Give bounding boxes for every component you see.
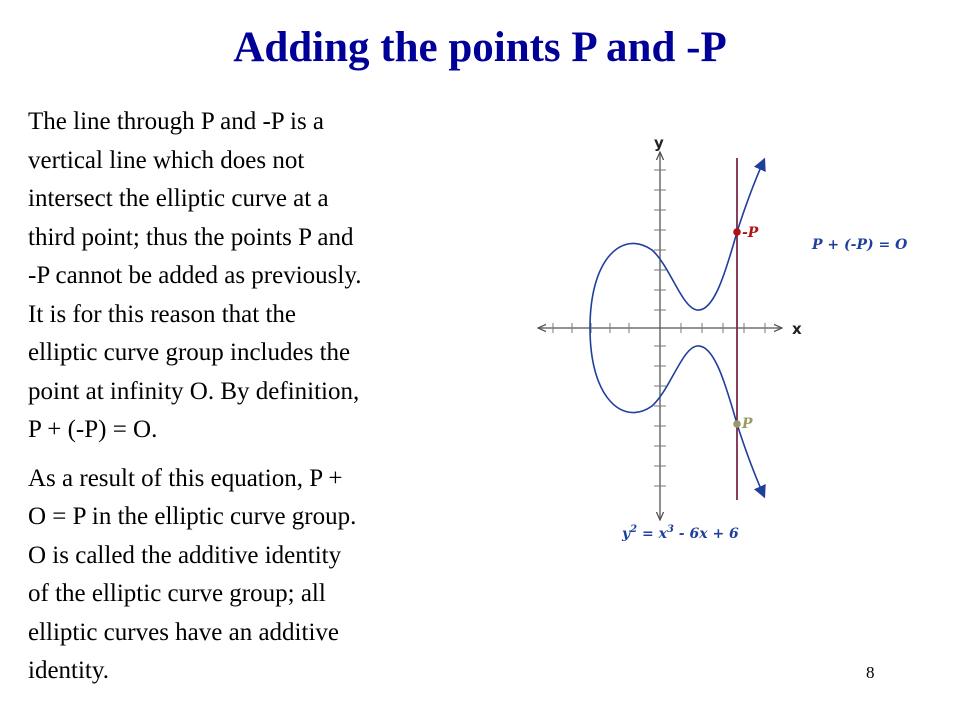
curve-upper-branch xyxy=(590,160,764,328)
sum-label: P + (-P) = O xyxy=(812,237,908,253)
paragraph-1 xyxy=(28,103,460,450)
text-line: P + (-P) = O. xyxy=(28,416,158,443)
text-line: vertical line which does not xyxy=(28,146,305,174)
neg-p-label: -P xyxy=(742,225,759,241)
text-line: elliptic curves have an additive xyxy=(28,618,339,646)
curve-lower-branch xyxy=(590,328,764,496)
text-line: elliptic curve group includes the xyxy=(28,339,351,366)
elliptic-curve-figure xyxy=(520,128,940,558)
page-number: 8 xyxy=(866,663,875,682)
equation-lhs-base: y xyxy=(622,526,631,542)
text-line: identity. xyxy=(28,657,110,684)
curve-equation xyxy=(621,524,739,542)
equation-rhs-rest: - 6x + 6 xyxy=(673,526,739,542)
text-line: point at infinity O. By definition, xyxy=(28,377,360,405)
text-line: of the elliptic curve group; all xyxy=(28,580,326,607)
text-line: As a result of this equation, P + xyxy=(28,464,343,492)
p-point xyxy=(733,420,741,428)
y-axis-label: y xyxy=(654,134,664,152)
text-line: third point; thus the points P and xyxy=(28,223,354,251)
p-label: P xyxy=(742,416,753,432)
text-line: O = P in the elliptic curve group. xyxy=(28,503,357,530)
text-line: -P cannot be added as previously. xyxy=(28,262,362,289)
neg-p-point xyxy=(733,228,741,236)
slide-title: Adding the points P and -P xyxy=(233,24,727,71)
equation-rhs-base: x xyxy=(658,526,667,542)
equation-rhs-exp: 3 xyxy=(666,524,674,535)
text-line: O is called the additive identity xyxy=(28,541,342,569)
equation-lhs-exp: 2 xyxy=(630,524,638,535)
text-line: intersect the elliptic curve at a xyxy=(28,185,329,212)
text-line: The line through P and -P is a xyxy=(28,108,325,135)
body-text xyxy=(28,103,460,691)
equation-eq-sign: = xyxy=(637,526,659,542)
text-line: It is for this reason that the xyxy=(28,300,296,328)
paragraph-2 xyxy=(28,460,460,691)
x-axis-label: x xyxy=(792,320,802,338)
